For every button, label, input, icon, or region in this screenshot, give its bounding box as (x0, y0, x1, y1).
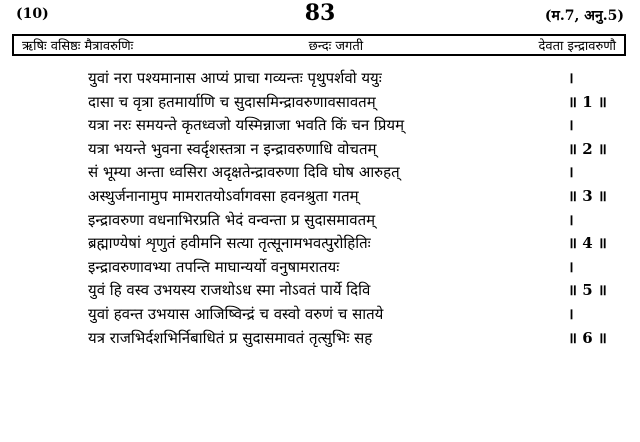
verse-marker: । (568, 210, 574, 229)
verse-text: ब्रह्माण्येषां शृणुतं हवीमनि सत्या तृत्सूनामभवत्पुरोहितिः (88, 234, 371, 253)
verse-marker: ॥ 6 ॥ (568, 328, 607, 347)
verse-text: इन्द्रावरुणा वधनाभिरप्रति भेदं वन्वन्ता प्र सुदासमावतम् (88, 210, 376, 229)
verse-line (0, 326, 640, 350)
devata-label: देवता इन्द्रावरुणौ (538, 39, 616, 54)
verse-marker: ॥ 1 ॥ (568, 92, 607, 111)
verse-text: यत्र राजभिर्दशभिर्निबाधितं प्र सुदासमावतं तृत्सुभिः सह (88, 328, 373, 347)
verse-text: इन्द्रावरुणावभ्या तपन्ति माघान्यर्यो वनुषामरातयः (88, 257, 340, 276)
verse-line (0, 208, 640, 232)
sukta-info-box (12, 34, 626, 56)
verse-marker: ॥ 5 ॥ (568, 281, 607, 300)
verse-marker: ॥ 3 ॥ (568, 186, 607, 205)
verse-text: सं भूम्या अन्ता ध्वसिरा अदृक्षतेन्द्रावरुणा दिवि घोष आरुहत् (88, 163, 400, 182)
verse-marker: । (568, 163, 574, 182)
verse-line (0, 255, 640, 279)
sukta-number: 83 (304, 0, 336, 26)
verse-marker: ॥ 4 ॥ (568, 234, 607, 253)
verse-list (0, 66, 640, 349)
verse-line (0, 113, 640, 137)
verse-marker: । (568, 69, 574, 87)
verse-text: दासा च वृत्रा हतमार्याणि च सुदासमिन्द्रावरुणावसावतम् (88, 92, 376, 111)
book-number: (10) (16, 6, 49, 22)
verse-line (0, 160, 640, 184)
verse-text: युवं हि वस्व उभयस्य राजथोऽध स्मा नोऽवतं पार्ये दिवि (88, 281, 371, 300)
verse-marker: । (568, 257, 574, 276)
verse-marker: । (568, 116, 574, 135)
rishi-label: ऋषिः वसिष्ठः मैत्रावरुणिः (22, 39, 134, 54)
verse-line (0, 278, 640, 302)
verse-line (0, 66, 640, 90)
verse-text: अस्थुर्जनानामुप मामरातयोऽर्वागवसा हवनश्रुता गतम् (88, 186, 359, 205)
verse-text: यत्रा भयन्ते भुवना स्वर्दृशस्तत्रा न इन्द्रावरुणाधि वोचतम् (88, 139, 377, 158)
verse-text: युवां नरा पश्यमानास आप्यं प्राचा गव्यन्तः पृथुपर्शवो ययुः (88, 69, 382, 87)
verse-marker: ॥ 2 ॥ (568, 139, 607, 158)
verse-line (0, 184, 640, 208)
verse-text: यत्रा नरः समयन्ते कृतध्वजो यस्मिन्नाजा भवति किं चन प्रियम् (88, 116, 405, 135)
verse-line (0, 302, 640, 326)
verse-line (0, 90, 640, 114)
verse-line (0, 137, 640, 161)
verse-line (0, 231, 640, 255)
chhandas-label: छन्दः जगती (308, 39, 364, 54)
mandala-anuvaka-ref: (म.7, अनु.5) (544, 8, 624, 24)
page-header (0, 0, 640, 30)
verse-text: युवां हवन्त उभयास आजिष्विन्द्रं च वस्वो वरुणं च सातये (88, 304, 384, 323)
verse-marker: । (568, 304, 574, 323)
